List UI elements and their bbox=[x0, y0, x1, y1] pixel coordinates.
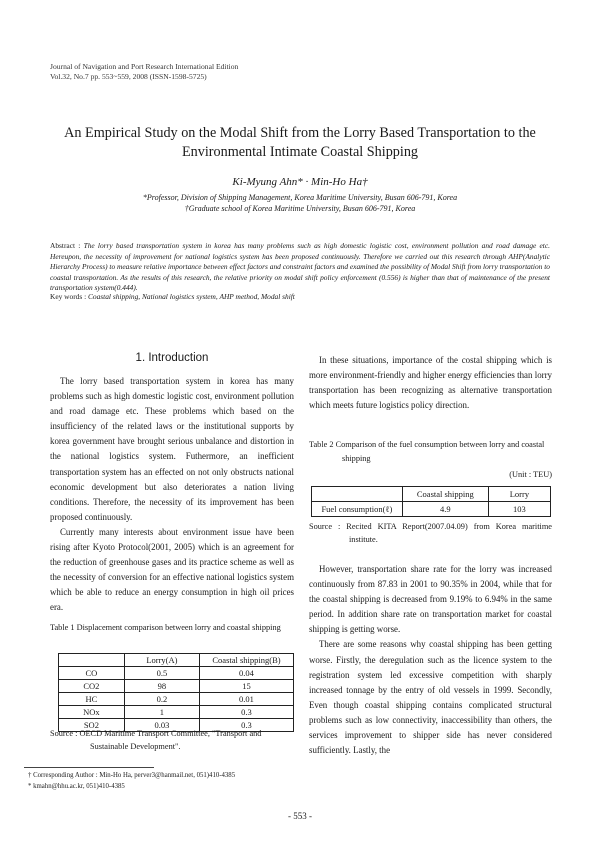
right-column-bottom-text bbox=[309, 562, 552, 758]
footnotes bbox=[28, 771, 235, 792]
authors: Ki-Myung Ahn* · Min-Ho Ha† bbox=[232, 176, 368, 188]
table-row bbox=[59, 706, 294, 719]
table1-source-text: OECD Maritime Transport Committee, "Transport and Sustainable Development". bbox=[79, 729, 262, 751]
table-cell: 0.3 bbox=[199, 719, 293, 732]
table1 bbox=[58, 653, 294, 732]
right-paragraph-3: There are some reasons why coastal shipping has been getting worse. Firstly, the deregulation such as the licence system to the registration system led excessive competition with sharply increased tonnage by the entry of old vessels in 1999. Secondly, Even though coastal shipping contains complicated structural problems such as low connectivity, inaccessibility than others, the services improvement to shipper side has never considered sufficiently. Lastly, the bbox=[309, 639, 552, 756]
affiliation-2: †Graduate school of Korea Maritime University, Busan 606-791, Korea bbox=[184, 204, 416, 213]
table2-header-cell: Coastal shipping bbox=[402, 487, 488, 502]
table-cell: 0.2 bbox=[124, 693, 199, 706]
table2-header-cell: Lorry bbox=[488, 487, 550, 502]
table2-unit: (Unit : TEU) bbox=[509, 470, 552, 479]
table-cell: 98 bbox=[124, 680, 199, 693]
table-cell: 1 bbox=[124, 706, 199, 719]
table-cell: 0.04 bbox=[199, 667, 293, 680]
table-cell: HC bbox=[59, 693, 125, 706]
table-cell: 4.9 bbox=[402, 502, 488, 517]
keywords-text: Coastal shipping, National logistics system, AHP method, Modal shift bbox=[87, 292, 295, 301]
footnote-1: † Corresponding Author : Min-Ho Ha, perver3@hanmail.net, 051)410-4385 bbox=[28, 772, 236, 779]
abstract bbox=[50, 241, 550, 294]
right-paragraph-1: In these situations, importance of the costal shipping which is more environment-friendly and higher energy efficiencies than lorry transportation has been recognizing as alternative transportation which meets future logistics policy direction. bbox=[309, 355, 552, 411]
table-row bbox=[312, 502, 551, 517]
table2-header-row bbox=[312, 487, 551, 502]
table1-header-cell: Lorry(A) bbox=[124, 654, 199, 667]
table-cell: 15 bbox=[199, 680, 293, 693]
table2-source bbox=[309, 521, 552, 546]
table1-caption-label: Table 1 bbox=[50, 623, 75, 632]
table2-caption-text: Comparison of the fuel consumption between lorry and coastal shipping bbox=[335, 440, 545, 463]
left-column-text bbox=[50, 374, 294, 616]
table1-header-cell: Coastal shipping(B) bbox=[199, 654, 293, 667]
table2-header-cell bbox=[312, 487, 403, 502]
table-cell: 0.3 bbox=[199, 706, 293, 719]
table1-source bbox=[50, 728, 294, 753]
right-paragraph-2: However, transportation share rate for the lorry was increased continuously from 87.83 in 2001 to 90.35% in 2004, while that for the coastal shipping is decreased from 9.19% to 6.94% in the same period. In addition share rate on transportation market for coastal shipping is getting worse. bbox=[309, 564, 552, 635]
page-number: - 553 - bbox=[288, 811, 312, 821]
affiliations bbox=[30, 192, 570, 214]
table2-source-label: Source : bbox=[309, 522, 347, 531]
intro-paragraph-2: Currently many interests about environment issue have been rising after Kyoto Protocol(2001, 2005) which is an agreement for the reduction of greenhouse gases and its practice scheme as well as the necessity of conversion for an effective national logistics system which be able to reduce an energy consumption in high oil prices era. bbox=[50, 526, 294, 613]
table2-source-text: Recited KITA Report(2007.04.09) from Korea maritime institute. bbox=[346, 522, 552, 544]
keywords bbox=[50, 292, 550, 301]
table1-caption-text: Displacement comparison between lorry and coastal shipping bbox=[76, 623, 281, 632]
section-heading-introduction: 1. Introduction bbox=[135, 352, 209, 364]
table2-caption-label: Table 2 bbox=[309, 440, 334, 449]
footnote-divider bbox=[24, 767, 154, 768]
journal-volume: Vol.32, No.7 pp. 553~559, 2008 (ISSN-1598-5725) bbox=[50, 72, 207, 81]
table-cell: CO bbox=[59, 667, 125, 680]
table-row bbox=[59, 667, 294, 680]
table-row bbox=[59, 693, 294, 706]
table1-header-row bbox=[59, 654, 294, 667]
affiliation-1: *Professor, Division of Shipping Management, Korea Maritime University, Busan 606-791, Korea bbox=[142, 193, 458, 202]
right-column-top-text bbox=[309, 353, 552, 413]
table1-caption bbox=[50, 621, 294, 635]
table-cell: NOx bbox=[59, 706, 125, 719]
table1-source-label: Source : bbox=[50, 729, 80, 738]
journal-header bbox=[50, 62, 238, 82]
table-cell: 0.01 bbox=[199, 693, 293, 706]
table2-caption bbox=[309, 438, 552, 482]
table-cell: 103 bbox=[488, 502, 550, 517]
table1-header-cell bbox=[59, 654, 125, 667]
keywords-label: Key words : bbox=[50, 292, 88, 301]
table-cell: 0.5 bbox=[124, 667, 199, 680]
paper-title: An Empirical Study on the Modal Shift from the Lorry Based Transportation to the Environmental Intimate Coastal Shipping bbox=[64, 125, 536, 160]
table-cell: 0.03 bbox=[124, 719, 199, 732]
table-cell: Fuel consumption(ℓ) bbox=[312, 502, 403, 517]
table-cell: SO2 bbox=[59, 719, 125, 732]
table-cell: CO2 bbox=[59, 680, 125, 693]
footnote-2: * kmahn@hhu.ac.kr, 051)410-4385 bbox=[28, 782, 125, 790]
abstract-label: Abstract : bbox=[50, 241, 84, 250]
abstract-text: The lorry based transportation system in korea has many problems such as high domestic logistic cost, environment pollution and road damage etc. Hereupon, the necessity of improvement for national logistics system has been proposed continuously. Therefore we carried out this research through AHP(Analytic Hierarchy Process) to measure relative importance between effect factors and constraint factors and examined the possibility of Modal Shift from lorry transportation to coastal transportation. As the results of this research, the relative priority on modal shift policy enforcement (0.556) is higher than that of maintenance of the present transportation system(0.444). bbox=[50, 241, 550, 293]
journal-name: Journal of Navigation and Port Research International Edition bbox=[50, 62, 239, 71]
table-row bbox=[59, 680, 294, 693]
table2 bbox=[311, 486, 551, 517]
intro-paragraph-1: The lorry based transportation system in korea has many problems such as high domestic logistic cost, environment pollution and road damage etc. These problems which based on the insufficiency of the related laws or the institutional supports by korea government have brought serious unbalance and distortion in the national logistics system. Futhermore, an inefficient transportation system has an effected on not only obstructs national economic development but also deteriorates a nation living conditions. Therefore, the necessity of its improvement has been proposed continuously. bbox=[50, 376, 294, 522]
